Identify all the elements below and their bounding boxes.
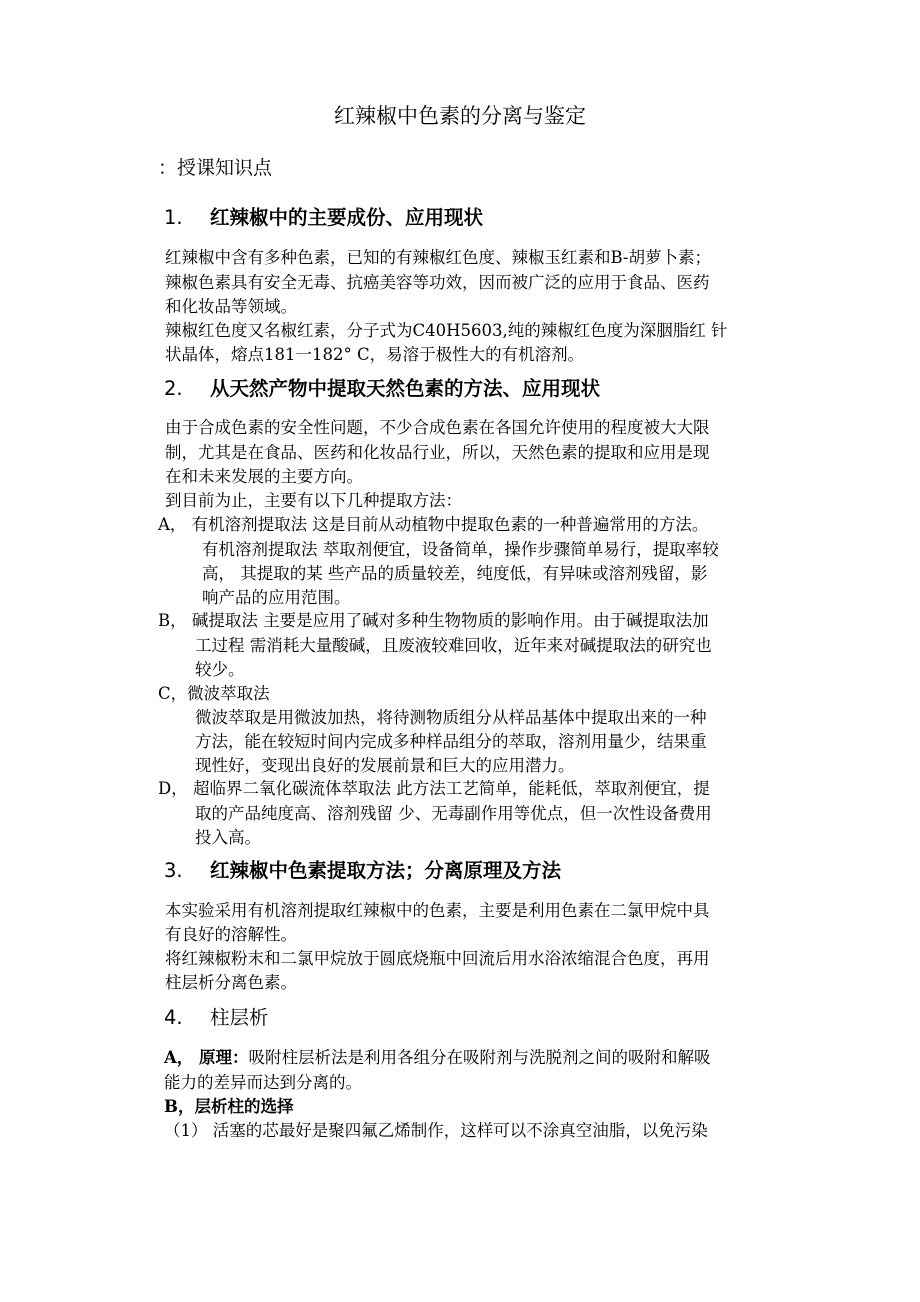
document-title: 红辣椒中色素的分离与鉴定 <box>334 104 586 128</box>
subtitle: ：授课知识点 <box>158 157 273 179</box>
paragraph-line: 有良好的溶解性。 <box>165 925 297 944</box>
principle-label: A， 原理： <box>164 1048 249 1067</box>
subheading-column-selection: B，层析柱的选择 <box>164 1097 294 1116</box>
method-a-line: 有机溶剂提取法 萃取剂便宜，设备简单，操作步骤简单易行，提取率较 <box>202 540 719 559</box>
section-number: 2. <box>164 377 183 400</box>
section-1-heading <box>164 204 483 232</box>
method-a-line: 响产品的应用范围。 <box>202 588 351 607</box>
paragraph-line: 和化妆品等领域。 <box>165 297 297 316</box>
paragraph-line: 辣椒色素具有安全无毒、抗癌美容等功效，因而被广泛的应用于食品、医药 <box>165 273 710 292</box>
principle-line <box>164 1046 711 1070</box>
section-title: 从天然产物中提取天然色素的方法、应用现状 <box>210 377 601 400</box>
method-b-line: 较少。 <box>195 660 245 679</box>
principle-text: 吸附柱层析法是利用各组分在吸附剂与洗脱剂之间的吸附和解吸 <box>248 1048 711 1067</box>
list-item: （1） 活塞的芯最好是聚四氟乙烯制作，这样可以不涂真空油脂，以免污染 <box>164 1121 708 1140</box>
method-b-line: 工过程 需消耗大量酸碱，且废液较难回收，近年来对碱提取法的研究也 <box>195 636 712 655</box>
method-d-line: 投入高。 <box>195 828 261 847</box>
method-b-line: B， 碱提取法 主要是应用了碱对多种生物物质的影响作用。由于碱提取法加 <box>158 611 709 630</box>
paragraph-line: 在和未来发展的主要方向。 <box>165 467 363 486</box>
paragraph-line: 状晶体，熔点181一182° C，易溶于极性大的有机溶剂。 <box>165 345 585 364</box>
paragraph-line: 柱层析分离色素。 <box>165 973 297 992</box>
method-c-line: 微波萃取是用微波加热，将待测物质组分从样品基体中提取出来的一种 <box>195 708 707 727</box>
paragraph-line: 红辣椒中含有多种色素，已知的有辣椒红色度、辣椒玉红素和B-胡萝卜素； <box>165 248 712 267</box>
section-title: 红辣椒中色素提取方法；分离原理及方法 <box>210 859 562 882</box>
section-number: 3. <box>164 859 183 882</box>
paragraph-line: 到目前为止，主要有以下几种提取方法： <box>165 491 462 510</box>
section-3-heading <box>164 857 561 885</box>
method-a-line: A， 有机溶剂提取法 这是目前从动植物中提取色素的一种普遍常用的方法。 <box>158 515 709 534</box>
section-number: 4. <box>164 1006 183 1029</box>
section-4-heading <box>164 1004 269 1032</box>
paragraph-line: 辣椒红色度又名椒红素，分子式为C40H5603,纯的辣椒红色度为深胭脂红 针 <box>165 321 728 340</box>
section-2-heading <box>164 375 600 403</box>
paragraph-line: 能力的差异而达到分离的。 <box>164 1073 362 1092</box>
method-c-line: C，微波萃取法 <box>158 684 270 703</box>
paragraph-line: 将红辣椒粉末和二氯甲烷放于圆底烧瓶中回流后用水浴浓缩混合色度，再用 <box>165 949 710 968</box>
paragraph-line: 制，尤其是在食品、医药和化妆品行业，所以，天然色素的提取和应用是现 <box>165 443 710 462</box>
section-title: 红辣椒中的主要成份、应用现状 <box>210 206 484 229</box>
section-title: 柱层析 <box>210 1006 269 1029</box>
method-c-line: 现性好，变现出良好的发展前景和巨大的应用潜力。 <box>195 756 575 775</box>
method-c-line: 方法，能在较短时间内完成多种样品组分的萃取，溶剂用量少，结果重 <box>195 732 707 751</box>
method-a-line: 高， 其提取的某 些产品的质量较差，纯度低，有异味或溶剂残留，影 <box>202 564 708 583</box>
section-number: 1. <box>164 206 183 229</box>
method-d-line: D， 超临界二氧化碳流体萃取法 此方法工艺简单，能耗低，萃取剂便宜，提 <box>158 779 710 798</box>
paragraph-line: 本实验采用有机溶剂提取红辣椒中的色素，主要是利用色素在二氯甲烷中具 <box>165 901 710 920</box>
paragraph-line: 由于合成色素的安全性问题，不少合成色素在各国允许使用的程度被大大限 <box>165 418 710 437</box>
method-d-line: 取的产品纯度高、溶剂残留 少、无毒副作用等优点，但一次性设备费用 <box>195 804 712 823</box>
